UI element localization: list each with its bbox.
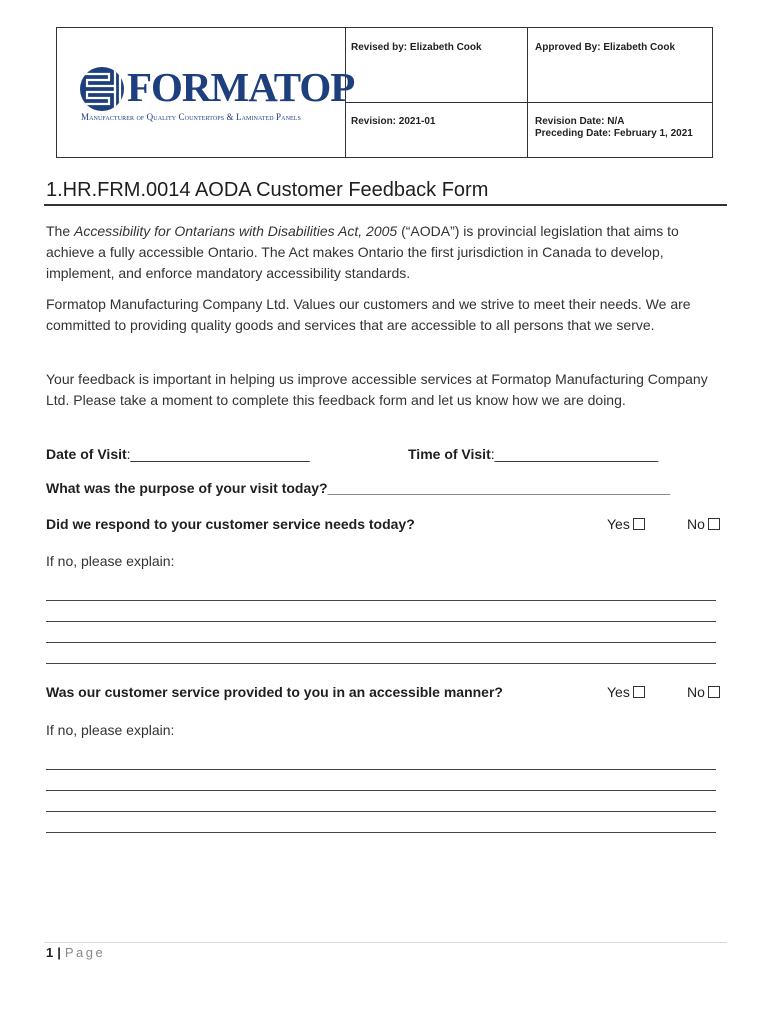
q2-no-option[interactable]	[687, 683, 720, 701]
date-of-visit-field[interactable]	[46, 445, 310, 463]
q2-yes-option[interactable]	[607, 683, 645, 701]
act-name: Accessibility for Ontarians with Disabilities Act, 2005	[74, 223, 398, 239]
logo-globe-icon	[79, 66, 125, 112]
intro-text: (“AODA”) is provincial legislation that aims to achieve a fully accessible Ontario. The Act makes Ontario the first jurisdiction in Canada to develop, implement, and enforce mandatory accessibility standards.	[46, 223, 679, 281]
yes-label: Yes	[607, 516, 630, 532]
answer-line[interactable]	[46, 790, 716, 791]
answer-line[interactable]	[46, 832, 716, 833]
time-label: Time of Visit	[408, 446, 491, 462]
revision-date: Revision Date: N/A	[535, 116, 625, 127]
page-footer	[46, 945, 105, 961]
page-title: 1.HR.FRM.0014 AODA Customer Feedback Form	[46, 179, 489, 201]
footer-separator: |	[57, 945, 61, 960]
q1-no-option[interactable]	[687, 515, 720, 533]
approved-by: Approved By: Elizabeth Cook	[535, 42, 676, 53]
answer-line[interactable]	[46, 621, 716, 622]
header-divider	[527, 28, 528, 157]
explain-label: If no, please explain:	[46, 722, 175, 738]
intro-text: The	[46, 223, 75, 239]
preceding-date: Preceding Date: February 1, 2021	[535, 128, 693, 139]
intro-paragraph-1	[46, 221, 726, 284]
no-label: No	[687, 516, 705, 532]
no-label: No	[687, 684, 705, 700]
yes-label: Yes	[607, 684, 630, 700]
logo-tagline: Manufacturer of Quality Countertops & Laminated Panels	[81, 112, 301, 122]
page-number: 1	[46, 945, 54, 960]
q1-yes-option[interactable]	[607, 515, 645, 533]
explain-label: If no, please explain:	[46, 553, 175, 569]
time-of-visit-field[interactable]	[408, 445, 658, 463]
date-blank[interactable]: :_______________________	[126, 446, 310, 462]
answer-line[interactable]	[46, 642, 716, 643]
footer-divider	[44, 942, 727, 943]
date-label: Date of Visit	[46, 446, 127, 462]
formatop-logo	[79, 64, 355, 126]
header-divider	[345, 102, 712, 103]
answer-line[interactable]	[46, 600, 716, 601]
question-service-needs: Did we respond to your customer service needs today?	[46, 516, 415, 532]
yes-checkbox[interactable]	[633, 518, 645, 530]
answer-line[interactable]	[46, 663, 716, 664]
time-blank[interactable]: :_____________________	[490, 446, 659, 462]
question-accessible-manner: Was our customer service provided to you in an accessible manner?	[46, 684, 503, 700]
page-label: Page	[64, 945, 106, 960]
revised-by: Revised by: Elizabeth Cook	[351, 42, 482, 53]
purpose-question[interactable]: What was the purpose of your visit today?____________________________________________	[46, 480, 671, 496]
intro-paragraph-2: Formatop Manufacturing Company Ltd. Values our customers and we strive to meet their needs. We are committed to providing quality goods and services that are accessible to all persons that we serve.	[46, 296, 691, 333]
answer-line[interactable]	[46, 811, 716, 812]
answer-line[interactable]	[46, 769, 716, 770]
revision: Revision: 2021-01	[351, 116, 436, 127]
yes-checkbox[interactable]	[633, 686, 645, 698]
logo-wordmark: FORMATOP	[127, 64, 355, 110]
no-checkbox[interactable]	[708, 518, 720, 530]
title-underline	[44, 204, 727, 206]
no-checkbox[interactable]	[708, 686, 720, 698]
document-header-table	[56, 27, 713, 158]
intro-paragraph-3: Your feedback is important in helping us improve accessible services at Formatop Manufacturing Company Ltd. Please take a moment to complete this feedback form and let us know how we are doing.	[46, 371, 708, 408]
